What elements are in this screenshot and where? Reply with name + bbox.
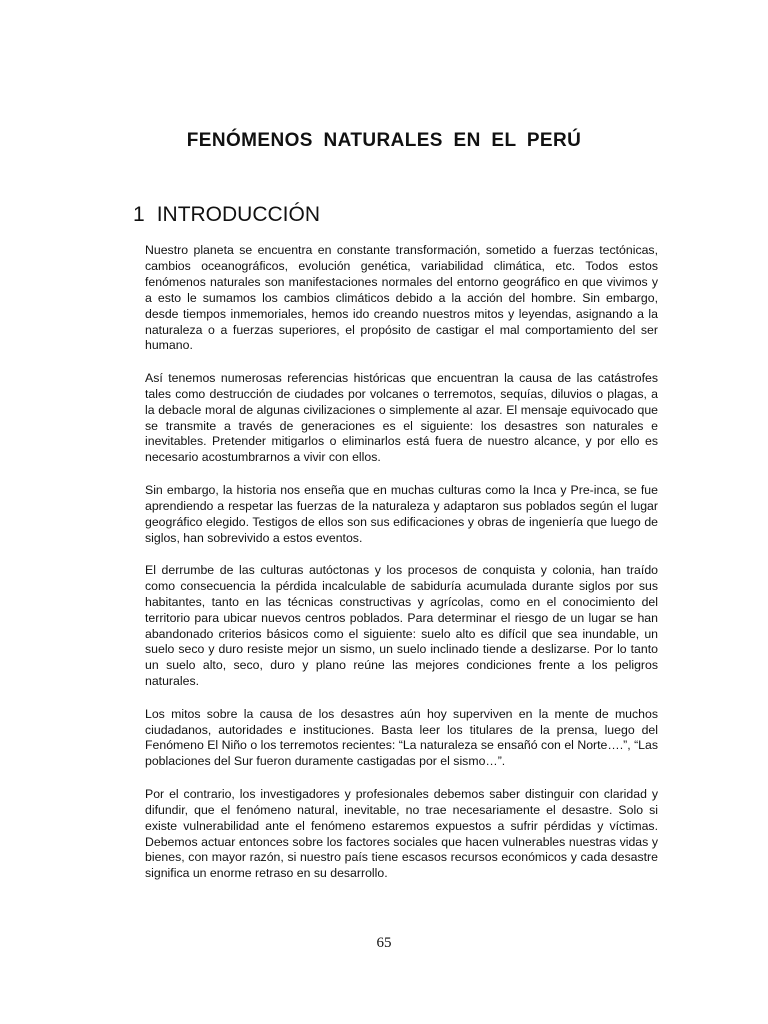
paragraph-4: El derrumbe de las culturas autóctonas y los procesos de conquista y colonia, han traído como consecuencia la pérdida incalculable de sabiduría acumulada durante siglos por sus habitantes, tanto en las técnicas constructivas y agrícolas, como en el conocimiento del territorio para ubicar nuevos centros poblados. Para determinar el riesgo de un lugar se han abandonado criterios básicos como el siguiente: suelo alto es difícil que sea inundable, un suelo seco y duro resiste mejor un sismo, un suelo inclinado tiende a deslizarse. Por lo tanto un suelo alto, seco, duro y plano reúne las mejores condiciones frente a los peligros naturales.	[145, 562, 658, 689]
paragraph-1: Nuestro planeta se encuentra en constante transformación, sometido a fuerzas tectónicas, cambios oceanográficos, evolución genética, variabilidad climática, etc. Todos estos fenómenos naturales son manifestaciones normales del entorno geográfico en que vivimos y a esto le sumamos los cambios climáticos debido a la acción del hombre. Sin embargo, desde tiempos inmemoriales, hemos ido creando nuestros mitos y leyendas, asignando a la naturaleza o a fuerzas superiores, el propósito de castigar el mal comportamiento del ser humano.	[145, 243, 658, 353]
body-text	[145, 243, 658, 899]
section-number: 1	[133, 203, 145, 226]
page-number: 65	[376, 935, 392, 951]
paragraph-2: Así tenemos numerosas referencias históricas que encuentran la causa de las catástrofes tales como destrucción de ciudades por volcanes o terremotos, sequías, diluvios o plagas, a la debacle moral de algunas civilizaciones o simplemente al azar. El mensaje equivocado que se transmite a través de generaciones es el siguiente: los desastres son naturales e inevitables. Pretender mitigarlos o eliminarlos está fuera de nuestro alcance, y por ello es necesario acostumbrarnos a vivir con ellos.	[145, 370, 658, 465]
paragraph-6: Por el contrario, los investigadores y profesionales debemos saber distinguir con claridad y difundir, que el fenómeno natural, inevitable, no trae necesariamente el desastre. Solo si existe vulnerabilidad ante el fenómeno estaremos expuestos a sufrir pérdidas y víctimas. Debemos actuar entonces sobre los factores sociales que hacen vulnerables nuestras vidas y bienes, con mayor razón, si nuestro país tiene escasos recursos económicos y cada desastre significa un enorme retraso en su desarrollo.	[145, 786, 658, 881]
paragraph-5: Los mitos sobre la causa de los desastres aún hoy superviven en la mente de muchos ciudadanos, autoridades e instituciones. Basta leer los titulares de la prensa, luego del Fenómeno El Niño o los terremotos recientes: “La naturaleza se ensañó con el Norte….”, “Las poblaciones del Sur fueron duramente castigadas por el sismo…”.	[145, 706, 658, 769]
section-heading	[133, 203, 320, 227]
document-title: FENÓMENOS NATURALES EN EL PERÚ	[186, 130, 582, 151]
section-title: INTRODUCCIÓN	[156, 203, 321, 226]
paragraph-3: Sin embargo, la historia nos enseña que en muchas culturas como la Inca y Pre-inca, se fue aprendiendo a respetar las fuerzas de la naturaleza y adaptaron sus poblados según el lugar geográfico elegido. Testigos de ellos son sus edificaciones y obras de ingeniería que luego de siglos, han sobrevivido a estos eventos.	[145, 482, 658, 545]
